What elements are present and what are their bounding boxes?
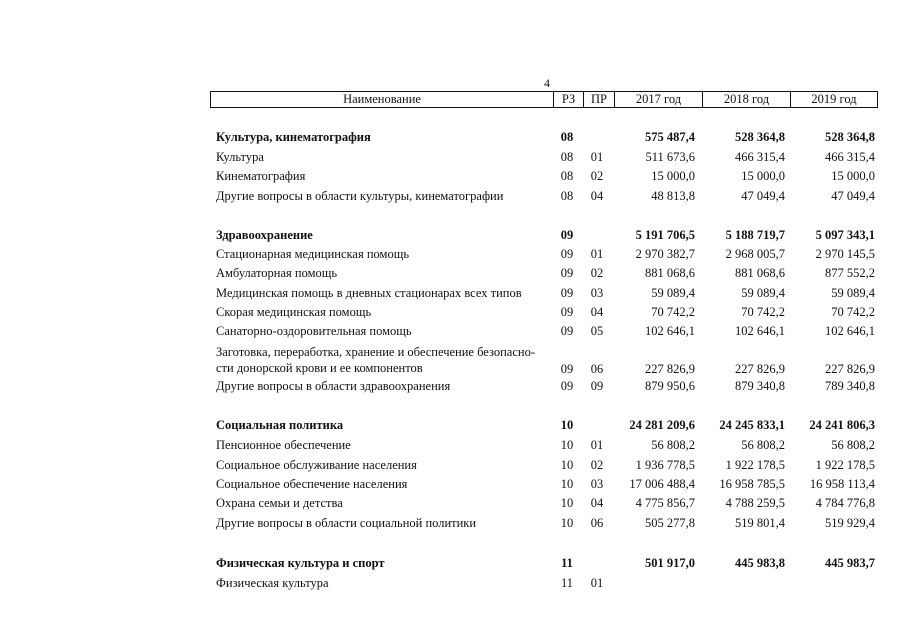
table-row-section: [0, 226, 905, 245]
row-pr: 06: [590, 362, 604, 376]
row-pr: 03: [590, 477, 604, 491]
table-row: [0, 377, 905, 396]
table-row: [0, 456, 905, 475]
row-rz: 09: [560, 379, 574, 393]
row-value-2018: 227 826,9: [735, 362, 785, 376]
row-rz: 09: [560, 286, 574, 300]
row-rz: 11: [561, 556, 573, 570]
row-name: Пенсионное обеспечение: [216, 438, 351, 452]
row-value-2018: 528 364,8: [735, 130, 785, 144]
row-name: Другие вопросы в области здравоохранения: [216, 379, 451, 393]
row-value-2018: 59 089,4: [741, 286, 785, 300]
table-row: [0, 264, 905, 283]
row-pr: 04: [590, 305, 604, 319]
row-value-2019: 15 000,0: [831, 169, 875, 183]
row-pr: 01: [590, 576, 604, 590]
header-year-2019: 2019 год: [811, 92, 857, 106]
row-rz: 09: [560, 266, 574, 280]
row-value-2019: 47 049,4: [831, 189, 875, 203]
row-value-2018: 1 922 178,5: [725, 458, 785, 472]
row-name-line-1: Заготовка, переработка, хранение и обеспечение безопасно-: [216, 345, 535, 359]
row-pr: 02: [590, 458, 604, 472]
row-rz: 09: [560, 362, 574, 376]
row-rz: 10: [560, 477, 574, 491]
row-value-2018: 47 049,4: [741, 189, 785, 203]
row-value-2019: 445 983,7: [825, 556, 875, 570]
row-value-2019: 16 958 113,4: [809, 477, 875, 491]
row-value-2019: 466 315,4: [825, 150, 875, 164]
row-name: Скорая медицинская помощь: [216, 305, 372, 319]
row-name: Культура, кинематография: [216, 130, 371, 144]
row-value-2018: 56 808,2: [741, 438, 785, 452]
row-rz: 09: [560, 324, 574, 338]
row-value-2017: 59 089,4: [651, 286, 695, 300]
table-row: [0, 494, 905, 513]
row-pr: 01: [590, 247, 604, 261]
row-value-2017: 4 775 856,7: [635, 496, 695, 510]
row-value-2017: 879 950,6: [645, 379, 695, 393]
row-value-2018: 70 742,2: [741, 305, 785, 319]
row-rz: 10: [560, 516, 574, 530]
header-rz: РЗ: [554, 92, 584, 107]
table-row: [0, 148, 905, 167]
row-value-2018: 466 315,4: [735, 150, 785, 164]
row-value-2017: 505 277,8: [645, 516, 695, 530]
row-value-2019: 59 089,4: [831, 286, 875, 300]
row-value-2017: 501 917,0: [645, 556, 695, 570]
row-rz: 08: [560, 169, 574, 183]
row-name: Стационарная медицинская помощь: [216, 247, 410, 261]
row-value-2017: 56 808,2: [651, 438, 695, 452]
row-value-2018: 5 188 719,7: [725, 228, 785, 242]
row-value-2017: 102 646,1: [645, 324, 695, 338]
row-pr: 04: [590, 496, 604, 510]
row-rz: 08: [560, 150, 574, 164]
row-value-2018: 15 000,0: [741, 169, 785, 183]
row-value-2018: 445 983,8: [735, 556, 785, 570]
row-value-2019: 789 340,8: [825, 379, 875, 393]
row-value-2019: 4 784 776,8: [815, 496, 875, 510]
row-name: Другие вопросы в области социальной политики: [216, 516, 477, 530]
row-name: Культура: [216, 150, 264, 164]
row-name: Социальная политика: [216, 418, 344, 432]
row-value-2017: 575 487,4: [645, 130, 695, 144]
table-row: [0, 245, 905, 264]
row-value-2018: 4 788 259,5: [725, 496, 785, 510]
row-pr: 01: [590, 150, 604, 164]
row-pr: 05: [590, 324, 604, 338]
row-rz: 11: [560, 576, 574, 590]
row-rz: 09: [560, 305, 574, 319]
row-value-2017: 511 673,6: [645, 150, 695, 164]
row-value-2019: 5 097 343,1: [815, 228, 875, 242]
row-rz: 08: [560, 189, 574, 203]
table-header: [210, 91, 878, 108]
row-pr: 01: [590, 438, 604, 452]
row-value-2017: 2 970 382,7: [635, 247, 695, 261]
row-name: Амбулаторная помощь: [216, 266, 338, 280]
row-value-2019: 24 241 806,3: [809, 418, 875, 432]
row-value-2018: 24 245 833,1: [719, 418, 785, 432]
row-value-2017: 24 281 209,6: [629, 418, 695, 432]
table-row: [0, 187, 905, 206]
row-name: Социальное обслуживание населения: [216, 458, 417, 472]
table-row-section: [0, 416, 905, 435]
row-rz: 10: [560, 438, 574, 452]
table-row: [0, 303, 905, 322]
row-name: Физическая культура и спорт: [216, 556, 385, 570]
row-value-2018: 879 340,8: [735, 379, 785, 393]
row-name-line-2: сти донорской крови и ее компонентов: [216, 361, 423, 375]
row-value-2018: 881 068,6: [735, 266, 785, 280]
row-pr: 06: [590, 516, 604, 530]
header-name: Наименование: [211, 92, 554, 107]
table-row-multiline: [0, 345, 905, 379]
row-name: Другие вопросы в области культуры, кинематографии: [216, 189, 504, 203]
row-value-2019: 56 808,2: [831, 438, 875, 452]
table-row: [0, 284, 905, 303]
row-value-2019: 227 826,9: [825, 362, 875, 376]
table-row: [0, 322, 905, 341]
table-row: [0, 574, 905, 593]
table-row: [0, 514, 905, 533]
row-pr: 03: [590, 286, 604, 300]
row-value-2018: 2 968 005,7: [725, 247, 785, 261]
row-value-2018: 102 646,1: [735, 324, 785, 338]
row-value-2017: 15 000,0: [651, 169, 695, 183]
row-value-2017: 5 191 706,5: [635, 228, 695, 242]
row-rz: 10: [560, 496, 574, 510]
row-name: Санаторно-оздоровительная помощь: [216, 324, 412, 338]
row-name: Физическая культура: [216, 576, 329, 590]
row-value-2019: 528 364,8: [825, 130, 875, 144]
row-pr: 04: [590, 189, 604, 203]
row-value-2019: 1 922 178,5: [815, 458, 875, 472]
table-row: [0, 475, 905, 494]
table-row-section: [0, 554, 905, 573]
row-value-2017: 17 006 488,4: [629, 477, 695, 491]
row-value-2017: 70 742,2: [651, 305, 695, 319]
row-value-2019: 2 970 145,5: [815, 247, 875, 261]
row-value-2017: 227 826,9: [645, 362, 695, 376]
row-name: Социальное обеспечение населения: [216, 477, 408, 491]
row-rz: 10: [560, 458, 574, 472]
row-rz: 08: [560, 130, 574, 144]
row-pr: 09: [590, 379, 604, 393]
row-value-2017: 48 813,8: [651, 189, 695, 203]
header-year-2018: 2018 год: [703, 92, 791, 107]
row-name: [216, 344, 552, 376]
row-name: Кинематография: [216, 169, 306, 183]
row-value-2019: 70 742,2: [831, 305, 875, 319]
table-row: [0, 167, 905, 186]
row-value-2019: 519 929,4: [825, 516, 875, 530]
header-year-2017: 2017 год: [615, 92, 703, 107]
row-name: Здравоохранение: [216, 228, 313, 242]
page-number: 4: [544, 76, 550, 90]
row-rz: 10: [560, 418, 574, 432]
row-pr: 02: [590, 169, 604, 183]
header-pr: ПР: [584, 92, 615, 107]
row-value-2018: 519 801,4: [735, 516, 785, 530]
row-value-2017: 1 936 778,5: [635, 458, 695, 472]
row-name: Охрана семьи и детства: [216, 496, 343, 510]
row-name: Медицинская помощь в дневных стационарах всех типов: [216, 286, 522, 300]
row-rz: 09: [560, 247, 574, 261]
row-value-2018: 16 958 785,5: [719, 477, 785, 491]
row-value-2019: 877 552,2: [825, 266, 875, 280]
row-value-2019: 102 646,1: [825, 324, 875, 338]
table-row-section: [0, 128, 905, 147]
row-pr: 02: [590, 266, 604, 280]
row-value-2017: 881 068,6: [645, 266, 695, 280]
table-row: [0, 436, 905, 455]
row-rz: 09: [560, 228, 574, 242]
